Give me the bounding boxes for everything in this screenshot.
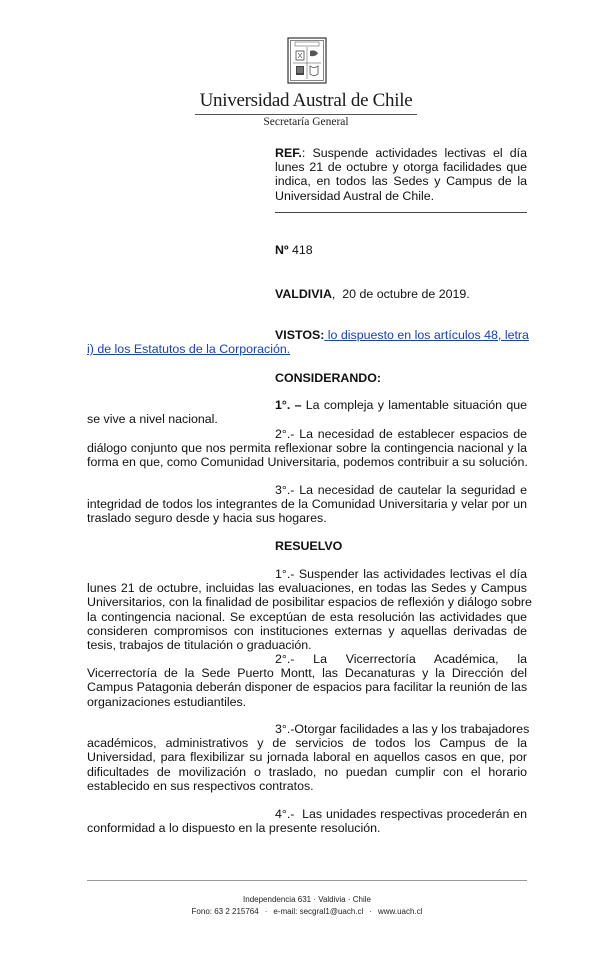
item-text: la contingencia nacional. Se exceptúan de esta resolución las actividades que <box>87 609 527 624</box>
department-name: Secretaría General <box>263 116 349 128</box>
footer-phone: Fono: 63 2 215764 <box>191 907 259 916</box>
resuelvo-item-4 <box>87 807 527 835</box>
item-text: diálogo conjunto que nos permita reflexionar sobre la contingencia nacional y la <box>87 441 527 456</box>
footer-address: Independencia 631 · Valdivia · Chile <box>243 895 371 904</box>
university-seal-icon <box>287 37 327 84</box>
footer-divider <box>87 880 527 881</box>
number-value: 418 <box>291 243 313 257</box>
item-text: dificultades de movilización o traslado, no puedan cumplir con el horario <box>87 764 527 779</box>
footer-separator: · <box>369 907 372 916</box>
resuelvo-item-3 <box>87 722 530 793</box>
considerando-item-1 <box>87 398 527 426</box>
number-label: Nº <box>275 243 289 257</box>
item-text: lunes 21 de octubre, incluidas las evaluaciones, en todas las Sedes y Campus <box>87 581 527 596</box>
item-text: 3°.- La necesidad de cautelar la seguridad e <box>275 483 527 497</box>
considerando-heading: CONSIDERANDO: <box>275 371 382 385</box>
city: VALDIVIA <box>275 287 332 301</box>
resuelvo-heading: RESUELVO <box>275 539 343 553</box>
resuelvo-item-1 <box>87 567 532 653</box>
item-text: Campus Patagonia deberán disponer de espacios para facilitar la reunión de las <box>87 680 528 695</box>
place-date: VALDIVIA, 20 de octubre de 2019. <box>275 287 470 301</box>
item-text: conformidad a lo dispuesto en la presente resolución. <box>87 821 381 836</box>
item-text: 2°.- La necesidad de establecer espacios de <box>275 427 527 441</box>
item-text: forma en que, como Comunidad Universitaria, podemos contribuir a su solución. <box>87 455 528 470</box>
item-text: 4°.- Las unidades respectivas procederán en <box>275 807 527 821</box>
resolution-number <box>275 243 313 257</box>
ref-line: indica, en todos las Sedes y Campus de la <box>275 174 527 189</box>
statutes-link[interactable]: lo dispuesto en los artículos 48, letra <box>324 328 529 342</box>
item-text: La compleja y lamentable situación que <box>301 398 527 412</box>
considerando-item-2 <box>87 427 527 470</box>
item-text: traslado seguro desde y hacia sus hogares. <box>87 511 327 526</box>
university-name: Universidad Austral de Chile <box>199 90 413 111</box>
header-divider <box>195 114 417 115</box>
footer-web-link[interactable]: www.uach.cl <box>377 907 423 916</box>
ref-line: lunes 21 de octubre y otorga facilidades que <box>275 160 527 175</box>
item-text: Universidad, para flexibilizar su jornada laboral en aquellos casos en que, por <box>87 750 527 765</box>
ref-label: REF. <box>275 146 302 160</box>
item-text: se vive a nivel nacional. <box>87 412 218 427</box>
resuelvo-item-2 <box>87 652 527 709</box>
ref-line: : Suspende actividades lectivas el día <box>301 146 527 160</box>
considerando-item-3 <box>87 483 527 526</box>
ref-underline <box>275 212 527 213</box>
item-text: 2°.- La Vicerrectoría Académica, la <box>275 652 527 666</box>
footer-separator: · <box>264 907 268 916</box>
ref-line: Universidad Austral de Chile. <box>275 188 435 203</box>
footer-contact <box>87 907 527 916</box>
item-text: académicos, administrativos y de servicios de todos los Campus de la <box>87 736 527 751</box>
vistos-label: VISTOS: <box>275 328 325 342</box>
item-text: organizaciones estudiantiles. <box>87 694 247 709</box>
item-text: Vicerrectoría de la Sede Puerto Montt, las Decanaturas y la Dirección del <box>87 666 527 681</box>
item-text: Universitarios, con la finalidad de posibilitar espacios de reflexión y diálogo sobre <box>87 595 532 610</box>
item-text: 1°.- Suspender las actividades lectivas el día <box>275 567 527 581</box>
vistos-block <box>87 328 527 356</box>
item-label: 1°. – <box>275 398 302 412</box>
statutes-link-cont[interactable]: i) de los Estatutos de la Corporación. <box>87 342 291 357</box>
ref-block <box>275 146 527 203</box>
item-text: integridad de todos los integrantes de la Comunidad Universitaria y velar por un <box>87 497 527 512</box>
item-text: consideren compromisos con instituciones externas y aquellas derivadas de <box>87 623 527 638</box>
item-text: tesis, trabajos de titulación o graduación. <box>87 638 312 653</box>
footer-email-link[interactable]: e-mail: secgral1@uach.cl <box>273 907 364 916</box>
item-text: 3°.-Otorgar facilidades a las y los trabajadores <box>275 722 530 736</box>
date: 20 de octubre de 2019. <box>342 287 470 301</box>
item-text: establecido en sus respectivos contratos. <box>87 778 314 793</box>
